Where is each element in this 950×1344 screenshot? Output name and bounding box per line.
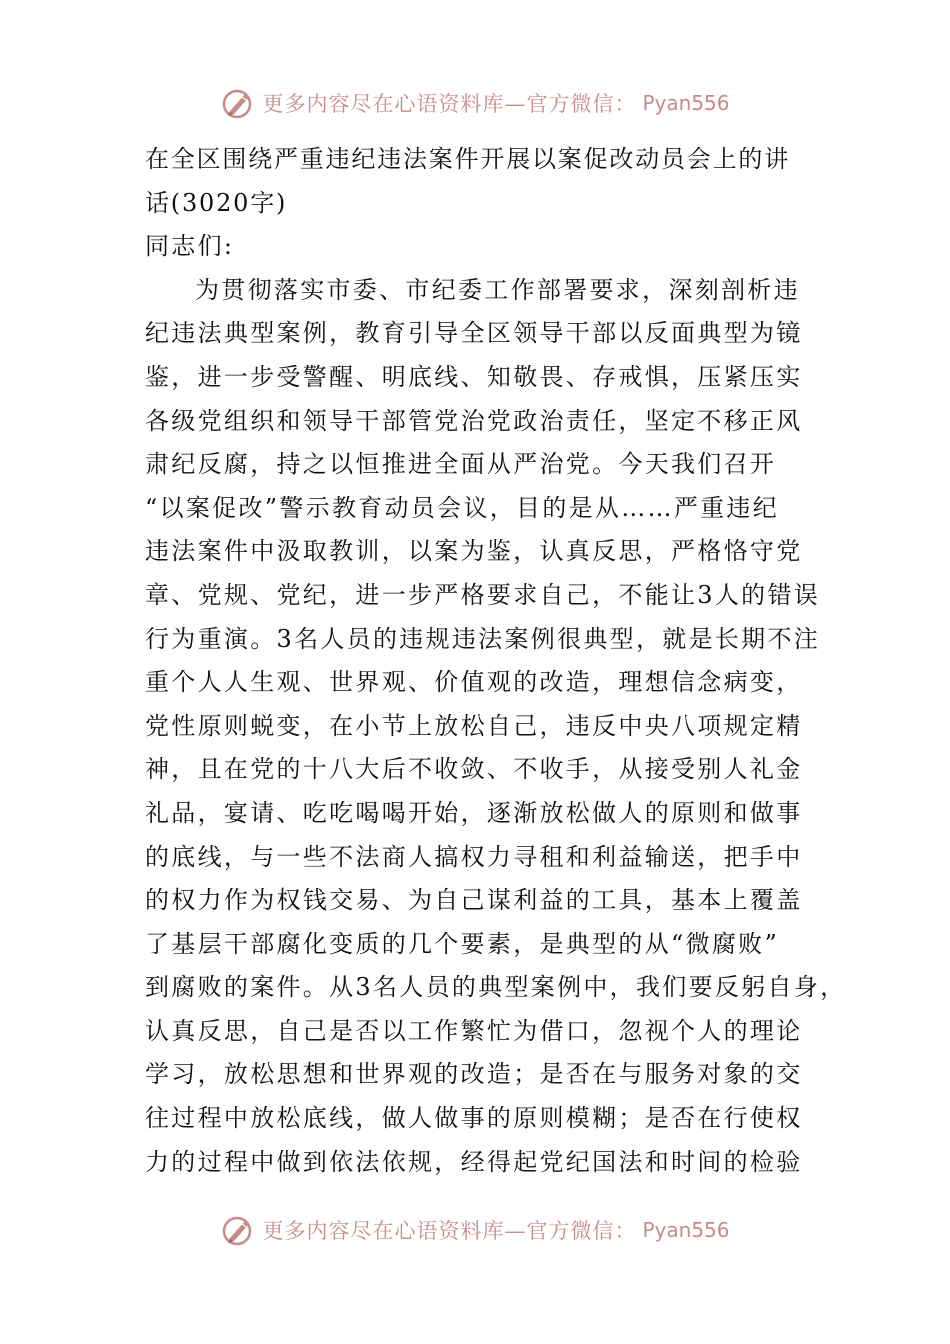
body-line: 往过程中放松底线，做人做事的原则模糊；是否在行使权 xyxy=(145,1104,803,1133)
body-line: 纪违法典型案例，教育引导全区领导干部以反面典型为镜 xyxy=(145,319,803,348)
watermark-text: 更多内容尽在心语资料库—官方微信： xyxy=(262,92,637,116)
watermark-text: 更多内容尽在心语资料库—官方微信： xyxy=(262,1219,637,1243)
header-watermark xyxy=(0,83,950,123)
body-line: 党性原则蜕变，在小节上放松自己，违反中央八项规定精 xyxy=(145,711,803,740)
pen-logo-icon xyxy=(220,85,256,121)
body-line: 的权力作为权钱交易、为自己谋利益的工具，基本上覆盖 xyxy=(145,886,803,915)
body-line: 鉴，进一步受警醒、明底线、知敬畏、存戒惧，压紧压实 xyxy=(145,362,803,391)
body-line: 各级党组织和领导干部管党治党政治责任，坚定不移正风 xyxy=(145,406,803,435)
pen-logo-icon xyxy=(220,1212,256,1248)
body-line: 到腐败的案件。从3名人员的典型案例中，我们要反躬自身， xyxy=(145,973,847,1002)
body-line: 的底线，与一些不法商人搞权力寻租和利益输送，把手中 xyxy=(145,842,803,871)
body-line: 认真反思，自己是否以工作繁忙为借口，忽视个人的理论 xyxy=(145,1016,803,1045)
footer-watermark xyxy=(0,1210,950,1250)
document-title-line: 在全区围绕严重违纪违法案件开展以案促改动员会上的讲 xyxy=(145,145,790,173)
body-line: 行为重演。3名人员的违规违法案例很典型，就是长期不注 xyxy=(145,624,821,653)
body-line: 了基层干部腐化变质的几个要素，是典型的从“微腐败” xyxy=(145,929,780,958)
watermark-wechat-id: Pyan556 xyxy=(642,1218,730,1242)
body-line: 力的过程中做到依法依规，经得起党纪国法和时间的检验 xyxy=(145,1147,803,1176)
body-line: 学习，放松思想和世界观的改造；是否在与服务对象的交 xyxy=(145,1060,803,1089)
body-line: 重个人人生观、世界观、价值观的改造，理想信念病变， xyxy=(145,668,803,697)
body-line: 礼品，宴请、吃吃喝喝开始，逐渐放松做人的原则和做事 xyxy=(145,798,803,827)
document-body xyxy=(145,138,847,1184)
body-line: 神，且在党的十八大后不收敛、不收手，从接受别人礼金 xyxy=(145,755,803,784)
body-line: 章、党规、党纪，进一步严格要求自己，不能让3人的错误 xyxy=(145,580,821,609)
salutation: 同志们: xyxy=(145,232,235,261)
body-line: “以案促改”警示教育动员会议，目的是从……严重违纪 xyxy=(145,493,780,522)
document-title-line: 话(3020字) xyxy=(145,188,288,217)
body-line: 肃纪反腐，持之以恒推进全面从严治党。今天我们召开 xyxy=(145,450,777,479)
body-line: 为贯彻落实市委、市纪委工作部署要求，深刻剖析违 xyxy=(195,275,800,304)
watermark-wechat-id: Pyan556 xyxy=(642,91,730,115)
body-line: 违法案件中汲取教训，以案为鉴，认真反思，严格恪守党 xyxy=(145,537,803,566)
